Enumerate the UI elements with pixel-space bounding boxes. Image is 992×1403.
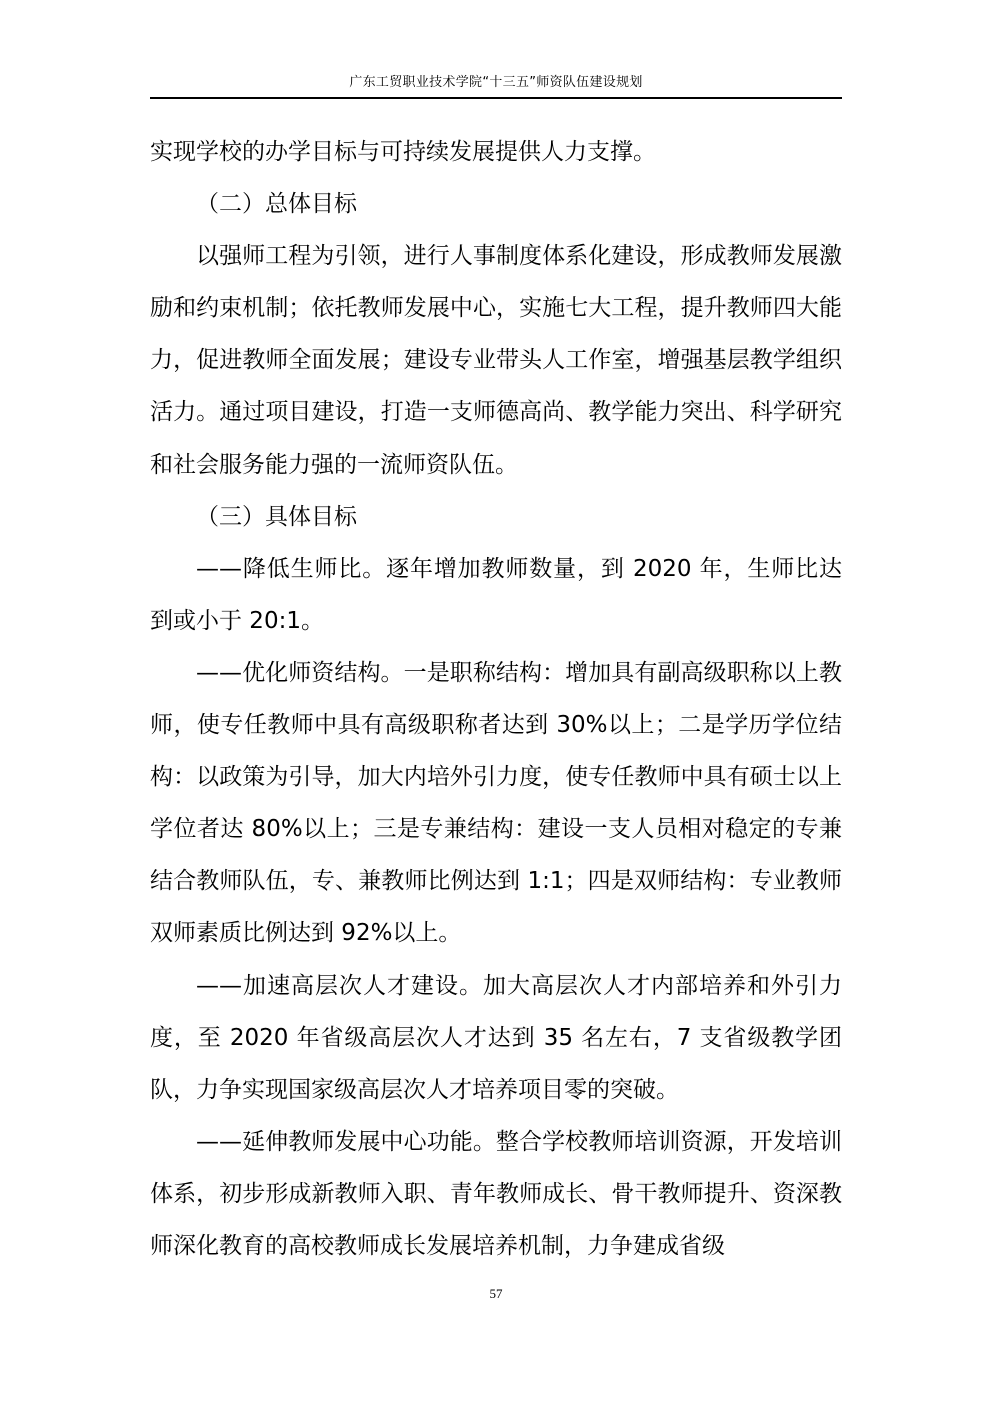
section-heading-specific-goals: （三）具体目标 [196, 503, 357, 530]
page-header-title: 广东工贸职业技术学院“十三五”师资队伍建设规划 [349, 75, 643, 90]
section-heading-overall-goal: （二）总体目标 [196, 191, 357, 218]
paragraph-faculty-structure: ——优化师资结构。一是职称结构：增加具有副高级职称以上教师，使专任教师中具有高级职称者达到 30%以上；二是学历学位结构：以政策为引导，加大内培外引力度，使专任教师中具有硕士以上学位者达 80%以上；三是专兼结构：建设一支人员相对稳定的专兼结合教师队伍，专、兼教师比例达到 1:1；四是双师结构：专业教师双师素质比例达到 92%以上。 [150, 659, 842, 947]
paragraph-continuation: 实现学校的办学目标与可持续发展提供人力支撑。 [150, 139, 656, 165]
paragraph-overall-goal: 以强师工程为引领，进行人事制度体系化建设，形成教师发展激励和约束机制；依托教师发展中心，实施七大工程，提升教师四大能力，促进教师全面发展；建设专业带头人工作室，增强基层教学组织活力。通过项目建设，打造一支师德高尚、教学能力突出、科学研究和社会服务能力强的一流师资队伍。 [150, 243, 842, 478]
page-number: 57 [489, 1286, 503, 1301]
document-body [150, 126, 842, 1272]
paragraph-high-level-talent: ——加速高层次人才建设。加大高层次人才内部培养和外引力度，至 2020 年省级高层次人才达到 35 名左右，7 支省级教学团队，力争实现国家级高层次人才培养项目零的突破。 [150, 972, 842, 1103]
paragraph-teacher-development-center: ——延伸教师发展中心功能。整合学校教师培训资源，开发培训体系，初步形成新教师入职、青年教师成长、骨干教师提升、资深教师深化教育的高校教师成长发展培养机制，力争建成省级 [150, 1128, 842, 1259]
header-divider [150, 97, 842, 99]
paragraph-student-teacher-ratio: ——降低生师比。逐年增加教师数量，到 2020 年，生师比达到或小于 20:1。 [150, 555, 842, 634]
